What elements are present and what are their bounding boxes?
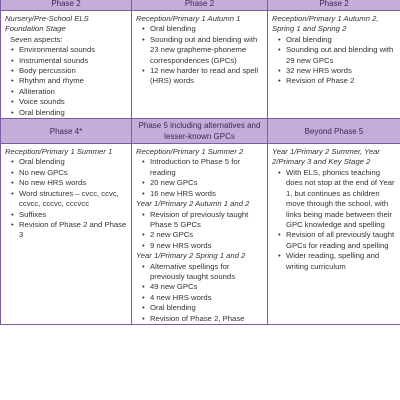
stage-label: Year 1/Primary 2 Autumn 1 and 2 <box>136 199 250 209</box>
stage-label: Year 1/Primary 2 Summer, Year 2/Primary 3 and Key Stage 2 <box>272 147 380 167</box>
list-item: • 49 new GPCs <box>150 282 264 292</box>
list-item: • Revision of Phase 2 <box>286 76 397 86</box>
bullet-list <box>136 24 264 86</box>
header-cell: Beyond Phase 5 <box>268 119 400 144</box>
header-cell: Phase 2 <box>1 0 132 11</box>
cell-beyond-phase-5 <box>268 144 400 325</box>
header-cell: Phase 5 including alternatives and lesser-known GPCs <box>132 119 268 144</box>
header-row-middle <box>1 119 400 144</box>
bullet-list <box>136 157 264 199</box>
stage-label: Year 1/Primary 2 Spring 1 and 2 <box>136 251 246 261</box>
stage-label: Reception/Primary 1 Summer 2 <box>136 147 244 157</box>
header-cell: Phase 2 <box>132 0 268 11</box>
cell-foundation <box>1 11 132 119</box>
content-row-1 <box>1 11 400 119</box>
bullet-list <box>272 168 397 272</box>
list-item: • No new GPCs <box>19 168 128 178</box>
list-item: • Revision of previously taught Phase 5 GPCs <box>150 210 264 231</box>
header-cell: Phase 4* <box>1 119 132 144</box>
list-item: • 16 new HRS words <box>150 189 264 199</box>
stage-label: Reception/Primary 1 Autumn 2, Spring 1 and Spring 2 <box>272 14 379 34</box>
list-item: • Word structures – cvcc, ccvc, ccvcc, cccvc, cccvcc <box>19 189 128 210</box>
bullet-list <box>5 157 128 240</box>
list-item: • Voice sounds <box>19 97 128 107</box>
list-item: • Body percussion <box>19 66 128 76</box>
list-item: • Revision of Phase 2 and Phase 3 <box>19 220 128 241</box>
bullet-list <box>272 35 397 87</box>
list-item: • 32 new HRS words <box>286 66 397 76</box>
list-item: • Alliteration <box>19 87 128 97</box>
list-item: • Introduction to Phase 5 for reading <box>150 157 264 178</box>
list-item: • Environmental sounds <box>19 45 128 55</box>
list-item: • Oral blending <box>150 303 264 313</box>
stage-label: Nursery/Pre-School ELS Foundation Stage <box>5 14 89 34</box>
list-item: • 9 new HRS words <box>150 241 264 251</box>
list-item: • Oral blending <box>286 35 397 45</box>
list-item: • No new HRS words <box>19 178 128 188</box>
list-item: • Suffixes <box>19 210 128 220</box>
header-cell: Phase 2 <box>268 0 400 11</box>
cell-autumn-2-spring <box>268 11 400 119</box>
list-item: • Oral blending <box>19 157 128 167</box>
cell-phase-4 <box>1 144 132 325</box>
list-item: • Sounding out and blending with 29 new GPCs <box>286 45 397 66</box>
list-item: • Instrumental sounds <box>19 56 128 66</box>
content-row-2 <box>1 144 400 325</box>
list-item: • 20 new GPCs <box>150 178 264 188</box>
bullet-list <box>136 210 264 252</box>
cell-autumn-1 <box>132 11 268 119</box>
stage-label: Reception/Primary 1 Summer 1 <box>5 147 113 157</box>
list-item: • Sounding out and blending with 23 new grapheme-phoneme correspondences (GPCs) <box>150 35 264 66</box>
list-item: • 2 new GPCs <box>150 230 264 240</box>
list-item: • Oral blending <box>150 24 264 34</box>
list-item: • With ELS, phonics teaching does not stop at the end of Year 1, but continues as children move through the school, with links being made between their GPC knowledge and spelling <box>286 168 397 230</box>
list-item: • Alternative spellings for previously taught sounds <box>150 262 264 283</box>
list-item: • Wider reading, spelling and writing curriculum <box>286 251 397 272</box>
header-row-top <box>1 0 400 11</box>
cell-phase-5 <box>132 144 268 325</box>
list-item: • 4 new HRS words <box>150 293 264 303</box>
aspects-intro: Seven aspects: <box>10 34 63 44</box>
list-item: • 12 new harder to read and spell (HRS) words <box>150 66 264 87</box>
list-item: • Rhythm and rhyme <box>19 76 128 86</box>
bullet-list <box>136 262 264 324</box>
stage-label: Reception/Primary 1 Autumn 1 <box>136 14 241 23</box>
list-item: • Revision of Phase 2, Phase <box>150 314 264 324</box>
list-item: • Revision of all previously taught GPCs for reading and spelling <box>286 230 397 251</box>
list-item: • Oral blending <box>19 108 128 118</box>
bullet-list <box>5 45 128 118</box>
